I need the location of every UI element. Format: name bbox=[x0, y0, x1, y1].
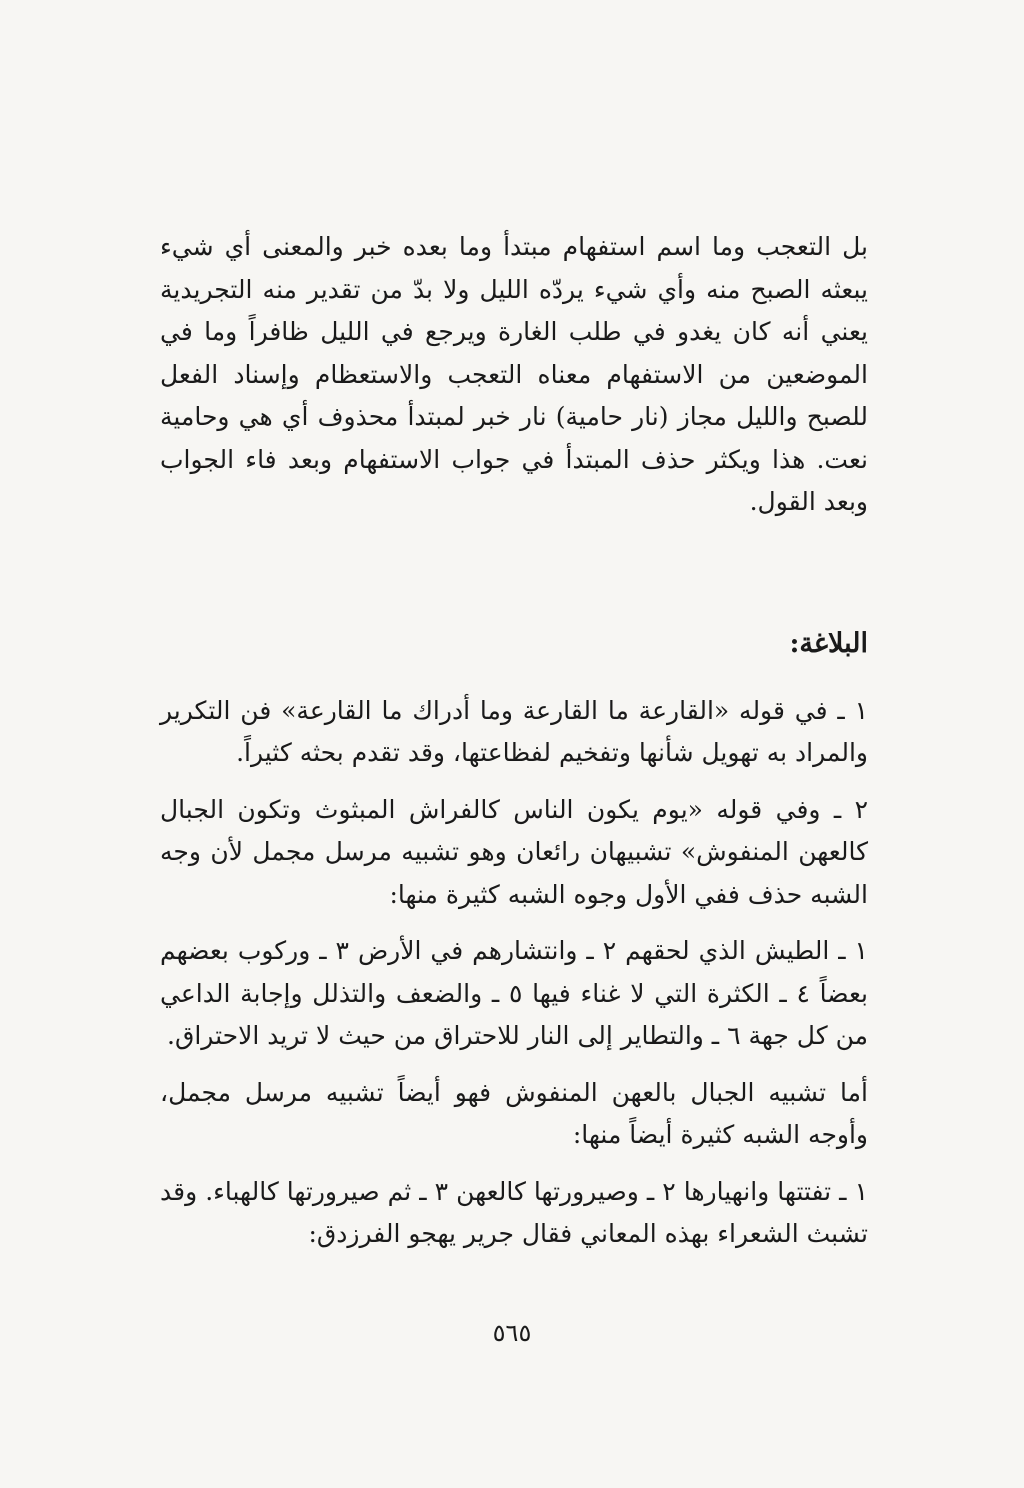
page-number: ٥٦٥ bbox=[492, 1319, 532, 1347]
balagha-paragraph-2: ٢ ـ وفي قوله «يوم يكون الناس كالفراش المبثوث وتكون الجبال كالعهن المنفوش» تشبيهان رائعان وهو تشبيه مرسل مجمل لأن وجه الشبه حذف ففي الأول وجوه الشبه كثيرة منها: bbox=[160, 794, 868, 909]
balagha-paragraph-1: ١ ـ في قوله «القارعة ما القارعة وما أدراك ما القارعة» فن التكرير والمراد به تهويل شأنها وتفخيم لفظاعتها، وقد تقدم بحثه كثيراً. bbox=[160, 695, 868, 767]
page-body bbox=[160, 226, 868, 1270]
balagha-paragraph-3: ١ ـ الطيش الذي لحقهم ٢ ـ وانتشارهم في الأرض ٣ ـ وركوب بعضهم بعضاً ٤ ـ الكثرة التي لا غناء فيها ٥ ـ والضعف والتذلل وإجابة الداعي من كل جهة ٦ ـ والتطاير إلى النار للاحتراق من حيث لا تريد الاحتراق. bbox=[160, 936, 868, 1050]
intro-paragraph: بل التعجب وما اسم استفهام مبتدأ وما بعده خبر والمعنى أي شيء يبعثه الصبح منه وأي شيء يردّه الليل ولا بدّ من تقدير منه التجريدية يعني أنه كان يغدو في طلب الغارة ويرجع في الليل ظافراً وما في الموضعين من الاستفهام معناه التعجب والاستعظام وإسناد الفعل للصبح والليل مجاز (نار حامية) نار خبر لمبتدأ محذوف أي هي وحامية نعت. هذا ويكثر حذف المبتدأ في جواب الاستفهام وبعد فاء الجواب وبعد القول. bbox=[160, 232, 868, 516]
balagha-paragraph-4: أما تشبيه الجبال بالعهن المنفوش فهو أيضاً تشبيه مرسل مجمل، وأوجه الشبه كثيرة أيضاً منها: bbox=[160, 1077, 868, 1149]
balagha-paragraph-5: ١ ـ تفتتها وانهيارها ٢ ـ وصيرورتها كالعهن ٣ ـ ثم صيرورتها كالهباء. وقد تشبث الشعراء بهذه المعاني فقال جرير يهجو الفرزدق: bbox=[160, 1176, 868, 1248]
section-heading-balagha: البلاغة: bbox=[789, 627, 868, 659]
